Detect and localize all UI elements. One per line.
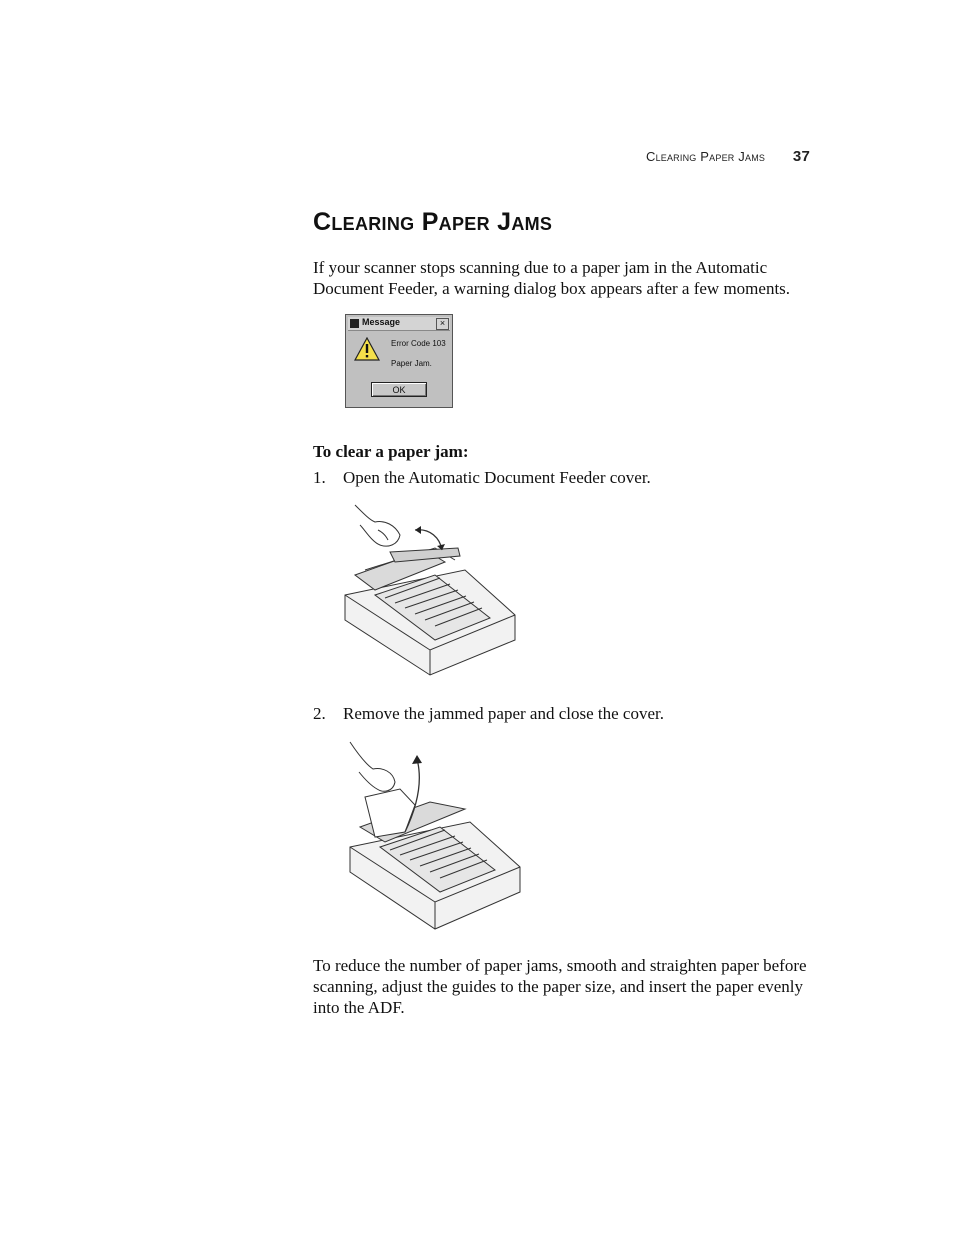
- dialog-title: Message: [362, 317, 401, 327]
- close-icon: ×: [436, 318, 449, 330]
- error-code-text: Error Code 103: [391, 339, 446, 348]
- page-number: 37: [792, 148, 810, 165]
- running-title: Clearing Paper Jams: [645, 149, 766, 164]
- running-header: [560, 148, 810, 165]
- closing-paragraph: To reduce the number of paper jams, smooth and straighten paper before scanning, adjust the guides to the paper size, and insert the paper evenly into the ADF.: [313, 956, 807, 1017]
- section-title: Clearing Paper Jams: [313, 208, 553, 236]
- step-text: Remove the jammed paper and close the cover.: [343, 704, 664, 723]
- error-dialog-screenshot: [345, 314, 453, 408]
- step-item: [313, 703, 664, 724]
- step-number: 2.: [313, 704, 326, 723]
- scanner-open-cover-illustration: [340, 500, 520, 680]
- intro-paragraph: If your scanner stops scanning due to a paper jam in the Automatic Document Feeder, a warning dialog box appears after a few moments.: [313, 258, 791, 298]
- ok-button: OK: [371, 382, 427, 397]
- step-number: 1.: [313, 468, 326, 487]
- error-message-text: Paper Jam.: [391, 359, 432, 368]
- warning-icon: [354, 337, 380, 361]
- app-icon: [350, 319, 359, 328]
- procedure-heading: To clear a paper jam:: [313, 442, 469, 461]
- dialog-titlebar: [348, 317, 450, 331]
- step-text: Open the Automatic Document Feeder cover.: [343, 468, 651, 487]
- scanner-remove-paper-illustration: [345, 737, 525, 932]
- step-item: [313, 467, 651, 488]
